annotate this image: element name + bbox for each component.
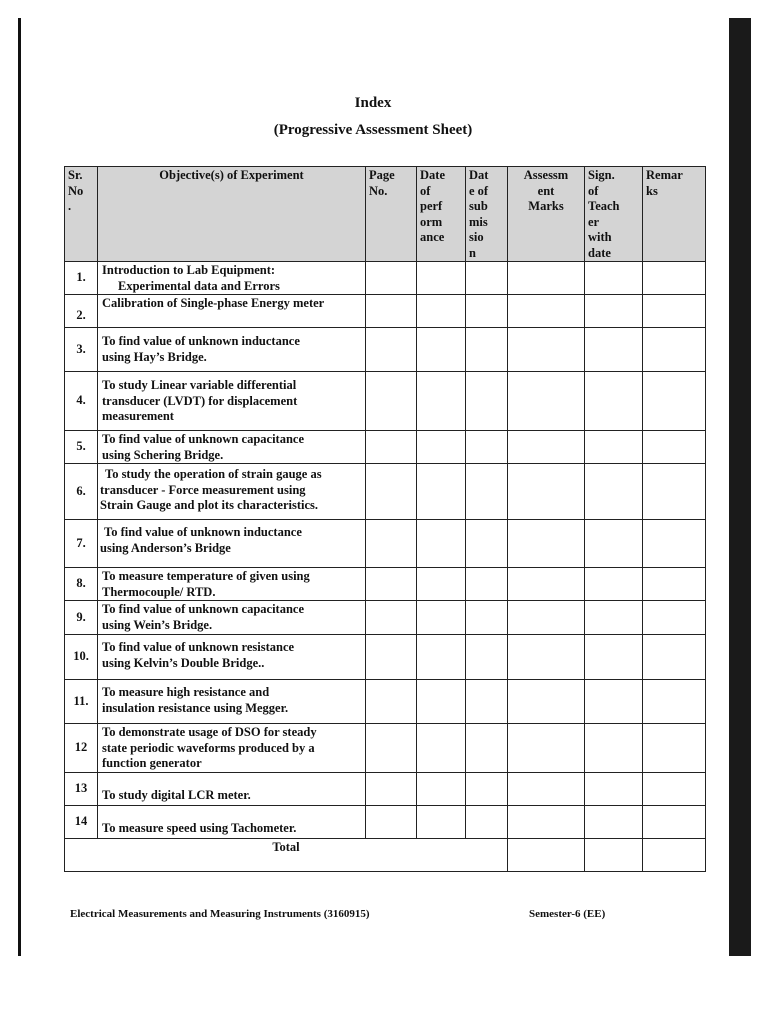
cell-sign: [585, 680, 643, 724]
cell-date-performance: [417, 724, 466, 773]
cell-remarks: [643, 431, 706, 464]
cell-page-no: [366, 520, 417, 568]
cell-date-submission: [466, 295, 508, 328]
row-objective: To find value of unknown resistance using Kelvin’s Double Bridge..: [98, 635, 366, 680]
table-row: [65, 680, 706, 724]
cell-date-submission: [466, 372, 508, 431]
cell-date-performance: [417, 805, 466, 838]
row-sr-no: 6.: [65, 464, 98, 520]
cell-marks: [508, 680, 585, 724]
table-row: [65, 772, 706, 805]
table-row: [65, 295, 706, 328]
row-objective: To find value of unknown inductance using Anderson’s Bridge: [98, 520, 366, 568]
row-objective: To find value of unknown inductance using Hay’s Bridge.: [98, 328, 366, 372]
row-objective: To find value of unknown capacitance using Wein’s Bridge.: [98, 601, 366, 635]
cell-date-submission: [466, 680, 508, 724]
cell-page-no: [366, 464, 417, 520]
table-row: [65, 372, 706, 431]
cell-remarks: [643, 635, 706, 680]
cell-date-performance: [417, 568, 466, 601]
table-row: [65, 262, 706, 295]
cell-date-performance: [417, 601, 466, 635]
cell-marks: [508, 601, 585, 635]
table-row: [65, 805, 706, 838]
page-right-border: [729, 18, 751, 956]
header-sign-of-teacher: Sign. of Teach er with date: [585, 167, 643, 262]
page-title: Index: [354, 95, 392, 111]
header-date-of-performance: Date of perf orm ance: [417, 167, 466, 262]
total-row: [65, 838, 706, 871]
cell-page-no: [366, 568, 417, 601]
row-sr-no: 14: [65, 805, 98, 838]
cell-page-no: [366, 601, 417, 635]
cell-marks: [508, 295, 585, 328]
cell-sign: [585, 372, 643, 431]
cell-remarks: [643, 295, 706, 328]
table-row: [65, 328, 706, 372]
table-row: [65, 568, 706, 601]
cell-remarks: [643, 772, 706, 805]
row-objective: Calibration of Single-phase Energy meter: [98, 295, 366, 328]
cell-marks: [508, 805, 585, 838]
cell-sign: [585, 568, 643, 601]
header-date-of-submission: Dat e of sub mis sio n: [466, 167, 508, 262]
cell-remarks: [643, 328, 706, 372]
cell-date-submission: [466, 464, 508, 520]
cell-remarks: [643, 372, 706, 431]
row-sr-no: 5.: [65, 431, 98, 464]
cell-sign: [585, 262, 643, 295]
row-sr-no: 4.: [65, 372, 98, 431]
cell-page-no: [366, 805, 417, 838]
cell-page-no: [366, 724, 417, 773]
cell-marks: [508, 724, 585, 773]
cell-date-submission: [466, 601, 508, 635]
table-row: [65, 464, 706, 520]
cell-marks: [508, 262, 585, 295]
cell-sign: [585, 601, 643, 635]
cell-marks: [508, 431, 585, 464]
row-objective: To study Linear variable differential transducer (LVDT) for displacement measurement: [98, 372, 366, 431]
row-sr-no: 7.: [65, 520, 98, 568]
cell-page-no: [366, 431, 417, 464]
cell-page-no: [366, 295, 417, 328]
cell-date-submission: [466, 772, 508, 805]
cell-sign: [585, 520, 643, 568]
cell-remarks: [643, 680, 706, 724]
cell-date-performance: [417, 431, 466, 464]
row-objective: To find value of unknown capacitance using Schering Bridge.: [98, 431, 366, 464]
cell-total-remarks: [643, 838, 706, 871]
cell-remarks: [643, 262, 706, 295]
table-row: [65, 724, 706, 773]
row-objective: To measure speed using Tachometer.: [98, 805, 366, 838]
row-objective: To measure temperature of given using Thermocouple/ RTD.: [98, 568, 366, 601]
header-remarks: Remar ks: [643, 167, 706, 262]
cell-date-performance: [417, 464, 466, 520]
cell-marks: [508, 372, 585, 431]
cell-date-performance: [417, 295, 466, 328]
header-objective: Objective(s) of Experiment: [98, 167, 366, 262]
row-objective: To study the operation of strain gauge as transducer - Force measurement using Strain Gauge and plot its characteristics.: [98, 464, 366, 520]
row-sr-no: 1.: [65, 262, 98, 295]
cell-sign: [585, 328, 643, 372]
row-objective: To measure high resistance and insulation resistance using Megger.: [98, 680, 366, 724]
cell-remarks: [643, 805, 706, 838]
row-sr-no: 11.: [65, 680, 98, 724]
table-header-row: [65, 167, 706, 262]
row-sr-no: 10.: [65, 635, 98, 680]
row-sr-no: 9.: [65, 601, 98, 635]
cell-date-performance: [417, 328, 466, 372]
page-subtitle: (Progressive Assessment Sheet): [273, 122, 473, 138]
cell-date-performance: [417, 262, 466, 295]
cell-sign: [585, 431, 643, 464]
cell-date-submission: [466, 635, 508, 680]
row-sr-no: 8.: [65, 568, 98, 601]
cell-marks: [508, 635, 585, 680]
cell-marks: [508, 464, 585, 520]
cell-remarks: [643, 568, 706, 601]
cell-date-submission: [466, 520, 508, 568]
cell-date-performance: [417, 372, 466, 431]
row-objective: To study digital LCR meter.: [98, 772, 366, 805]
row-objective: To demonstrate usage of DSO for steady state periodic waveforms produced by a function generator: [98, 724, 366, 773]
cell-total-marks: [508, 838, 585, 871]
cell-page-no: [366, 328, 417, 372]
cell-page-no: [366, 772, 417, 805]
cell-total-sign: [585, 838, 643, 871]
cell-date-submission: [466, 568, 508, 601]
table-row: [65, 635, 706, 680]
total-label: Total: [65, 838, 508, 871]
cell-date-submission: [466, 431, 508, 464]
cell-date-performance: [417, 635, 466, 680]
row-sr-no: 2.: [65, 295, 98, 328]
cell-sign: [585, 295, 643, 328]
row-sr-no: 12: [65, 724, 98, 773]
header-sr-no: Sr. No .: [65, 167, 98, 262]
cell-sign: [585, 805, 643, 838]
cell-remarks: [643, 520, 706, 568]
cell-page-no: [366, 262, 417, 295]
cell-marks: [508, 568, 585, 601]
header-assessment-marks: Assessm ent Marks: [508, 167, 585, 262]
cell-page-no: [366, 635, 417, 680]
table-row: [65, 520, 706, 568]
cell-sign: [585, 724, 643, 773]
row-sr-no: 13: [65, 772, 98, 805]
cell-date-submission: [466, 805, 508, 838]
cell-sign: [585, 635, 643, 680]
cell-marks: [508, 772, 585, 805]
cell-sign: [585, 772, 643, 805]
footer-semester: Semester-6 (EE): [529, 908, 606, 920]
cell-date-submission: [466, 328, 508, 372]
assessment-table: [64, 166, 706, 872]
cell-date-performance: [417, 772, 466, 805]
cell-marks: [508, 328, 585, 372]
table-row: [65, 601, 706, 635]
table-row: [65, 431, 706, 464]
cell-remarks: [643, 601, 706, 635]
cell-sign: [585, 464, 643, 520]
cell-remarks: [643, 464, 706, 520]
row-sr-no: 3.: [65, 328, 98, 372]
page-left-border: [18, 18, 21, 956]
cell-page-no: [366, 372, 417, 431]
cell-date-submission: [466, 262, 508, 295]
cell-marks: [508, 520, 585, 568]
row-objective: Introduction to Lab Equipment: Experimental data and Errors: [98, 262, 366, 295]
cell-remarks: [643, 724, 706, 773]
cell-date-submission: [466, 724, 508, 773]
cell-date-performance: [417, 680, 466, 724]
footer-course-name: Electrical Measurements and Measuring Instruments (3160915): [70, 908, 370, 920]
cell-page-no: [366, 680, 417, 724]
header-page-no: Page No.: [366, 167, 417, 262]
cell-date-performance: [417, 520, 466, 568]
